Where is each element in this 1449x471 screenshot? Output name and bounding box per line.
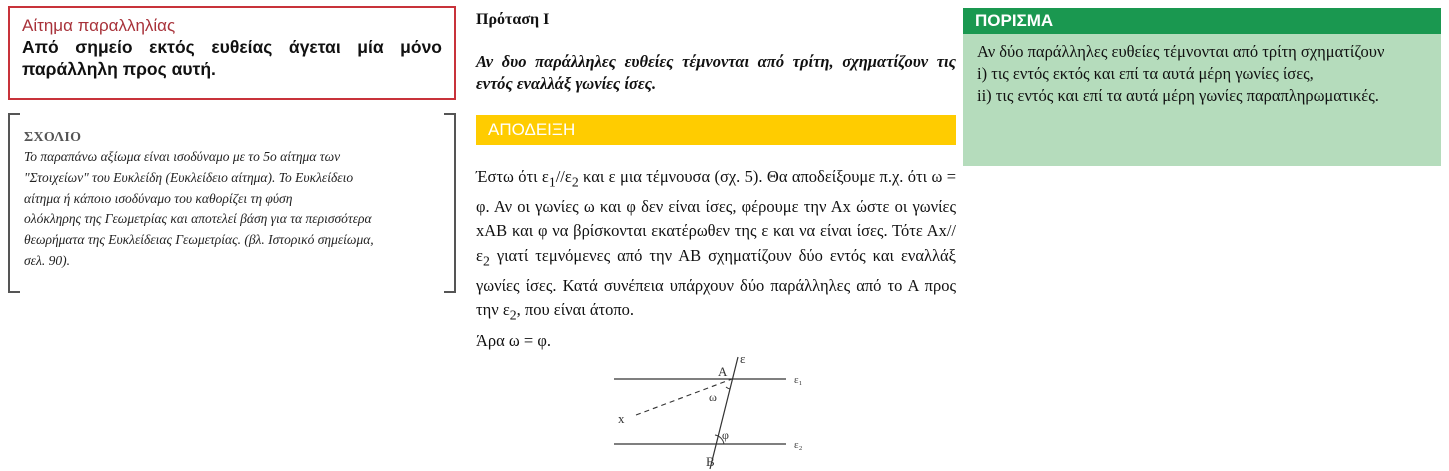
- subscript: 2: [571, 174, 579, 190]
- scholio-line: σελ. 90).: [24, 252, 70, 268]
- left-bracket: [8, 113, 20, 293]
- proof-fragment: και ε μια τέμνουσα (σχ. 5). Θα αποδείξουμε π.χ. ότι ω = φ. Αν οι γωνίες ω και φ δεν είναι ίσες, φέρουμε την Αx ώστε οι γωνίες: [476, 167, 956, 216]
- angle-omega-arc: [726, 387, 730, 389]
- line-ax-dashed: [636, 379, 732, 415]
- figure-diagram: [614, 349, 814, 471]
- proposition-text: Αν δυο παράλληλες ευθείες τέμνονται από τρίτη, σχηματίζουν τις εντός εναλλάξ γωνίες ίσες.: [476, 52, 956, 93]
- proof-fragment: //ε: [555, 167, 572, 186]
- proof-fragment: γιατί τεμνόμενες από την ΑΒ σχηματίζουν δύο εντός και εναλλάξ γωνίες ίσες. Κατά συνέπεια υπάρχουν δύο παράλληλες από το Α προς την ε: [476, 245, 956, 320]
- middle-column: [476, 8, 956, 469]
- subscript: 1: [548, 174, 556, 190]
- proof-heading: ΑΠΟΔΕΙΞΗ: [476, 115, 956, 145]
- left-column: [8, 6, 456, 293]
- porisma-line: Αν δύο παράλληλες ευθείες τέμνονται από τρίτη σχηματίζουν: [977, 42, 1385, 61]
- subscript: 2: [509, 307, 517, 323]
- scholio-text: [24, 147, 440, 272]
- scholio-line: αίτημα ή κάποιο ισοδύναμο του καθορίζει τη φύση: [24, 190, 293, 206]
- subscript: 2: [482, 253, 490, 269]
- scholio-line: ολόκληρης της Γεωμετρίας και αποτελεί βάση για τα περισσότερα: [24, 211, 372, 227]
- porisma-line: i) τις εντός εκτός και επί τα αυτά μέρη γωνίες ίσες,: [977, 64, 1314, 83]
- label-x: x: [618, 411, 625, 426]
- proof-text: [476, 165, 956, 328]
- porisma-heading: ΠΟΡΙΣΜΑ: [963, 8, 1441, 34]
- label-e1: ε₁: [794, 374, 803, 386]
- scholio-line: θεωρήματα της Ευκλείδειας Γεωμετρίας. (βλ. Ιστορικό σημείωμα,: [24, 232, 374, 248]
- label-A: Α: [718, 364, 728, 379]
- proposition-title: Πρόταση Ι: [476, 11, 550, 28]
- porisma-body: [963, 34, 1441, 166]
- label-B: Β: [706, 454, 715, 469]
- label-omega: ω: [709, 390, 717, 404]
- right-bracket: [444, 113, 456, 293]
- porisma-line: ii) τις εντός και επί τα αυτά μέρη γωνίες παραπληρωματικές.: [977, 86, 1379, 105]
- angle-notation: xAB: [476, 221, 508, 241]
- axiom-title: Αίτημα παραλληλίας: [22, 16, 176, 35]
- scholio-box: [8, 113, 456, 293]
- label-e: ε: [740, 351, 746, 366]
- proof-conclusion: Άρα ω = φ.: [476, 330, 551, 350]
- axiom-box: [8, 6, 456, 100]
- proof-fragment: Έστω ότι ε: [476, 167, 549, 186]
- label-e2: ε₂: [794, 439, 803, 451]
- scholio-line: "Στοιχείων" του Ευκλείδη (Ευκλείδειο αίτημα). Το Ευκλείδειο: [24, 169, 354, 185]
- proof-fragment: , που είναι άτοπο.: [516, 300, 635, 320]
- axiom-text: Από σημείο εκτός ευθείας άγεται μία μόνο παράλληλη προς αυτή.: [22, 37, 442, 79]
- right-column: [963, 8, 1441, 166]
- scholio-line: Το παραπάνω αξίωμα είναι ισοδύναμο με το 5ο αίτημα των: [24, 149, 341, 164]
- proof-fragment: και φ να βρίσκονται εκατέρωθεν της ε και να είναι ίσες. Τότε Αx//ε: [476, 221, 956, 265]
- scholio-title: ΣΧΟΛΙΟ: [24, 130, 82, 145]
- label-phi: φ: [722, 428, 729, 442]
